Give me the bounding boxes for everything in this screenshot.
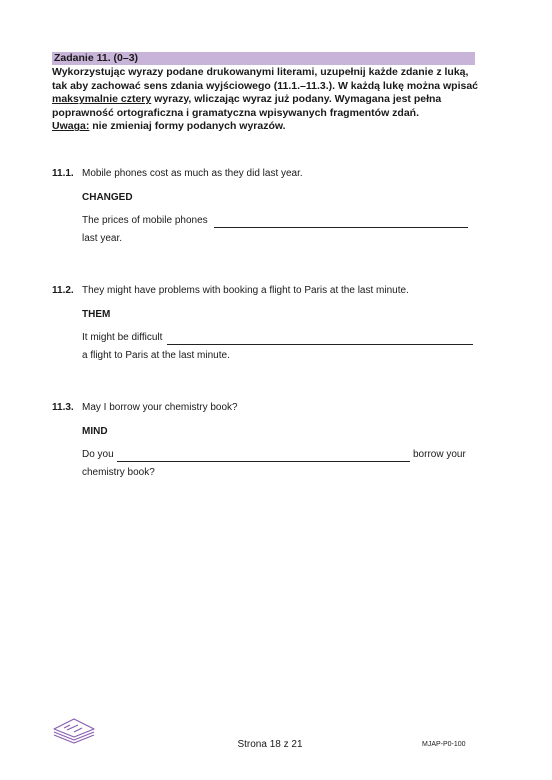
- item-sentence-end: last year.: [82, 233, 123, 244]
- instruction-line-4: poprawność ortograficzna i gramatyczna wpisywanych fragmentów zdań.: [52, 106, 419, 119]
- document-code: MJAP-P0-100: [422, 741, 466, 748]
- instruction-line-3-rest: wyrazy, wliczając wyraz już podany. Wymagana jest pełna: [151, 93, 442, 106]
- item-number: 11.1.: [52, 168, 74, 179]
- instruction-line-1: Wykorzystując wyrazy podane drukowanymi literami, uzupełnij każde zdanie z luką,: [52, 66, 469, 78]
- instruction-line-2: tak aby zachować sens zdania wyjściowego (11.1.–11.3.). W każdą lukę można wpisać: [52, 79, 479, 92]
- item-sentence-after-blank: borrow your: [413, 449, 466, 460]
- item-sentence-start: Do you: [82, 449, 114, 460]
- note-text: nie zmieniaj formy podanych wyrazów.: [89, 120, 286, 133]
- item-keyword: MIND: [82, 426, 108, 437]
- item-sentence-end: a flight to Paris at the last minute.: [82, 350, 230, 361]
- instruction-line-3: [52, 93, 482, 107]
- item-sentence-start: The prices of mobile phones: [82, 215, 208, 226]
- task-header: Zadanie 11. (0–3): [52, 52, 475, 65]
- instruction-note: [52, 120, 482, 134]
- item-prompt: May I borrow your chemistry book?: [82, 402, 238, 413]
- page-number: Strona 18 z 21: [237, 739, 303, 750]
- item-sentence-start: It might be difficult: [82, 332, 163, 343]
- answer-blank[interactable]: [167, 344, 473, 345]
- task-instructions: [52, 66, 482, 134]
- item-prompt: They might have problems with booking a flight to Paris at the last minute.: [82, 285, 409, 296]
- cke-logo-icon: [52, 716, 96, 746]
- item-sentence-end: chemistry book?: [82, 467, 155, 478]
- item-prompt: Mobile phones cost as much as they did last year.: [82, 168, 303, 179]
- note-label: Uwaga:: [52, 120, 90, 133]
- instruction-emphasis: maksymalnie cztery: [52, 93, 152, 106]
- item-keyword: CHANGED: [82, 192, 133, 203]
- answer-blank[interactable]: [117, 461, 410, 462]
- item-keyword: THEM: [82, 309, 111, 320]
- item-number: 11.2.: [52, 285, 74, 296]
- item-number: 11.3.: [52, 402, 74, 413]
- answer-blank[interactable]: [214, 227, 468, 228]
